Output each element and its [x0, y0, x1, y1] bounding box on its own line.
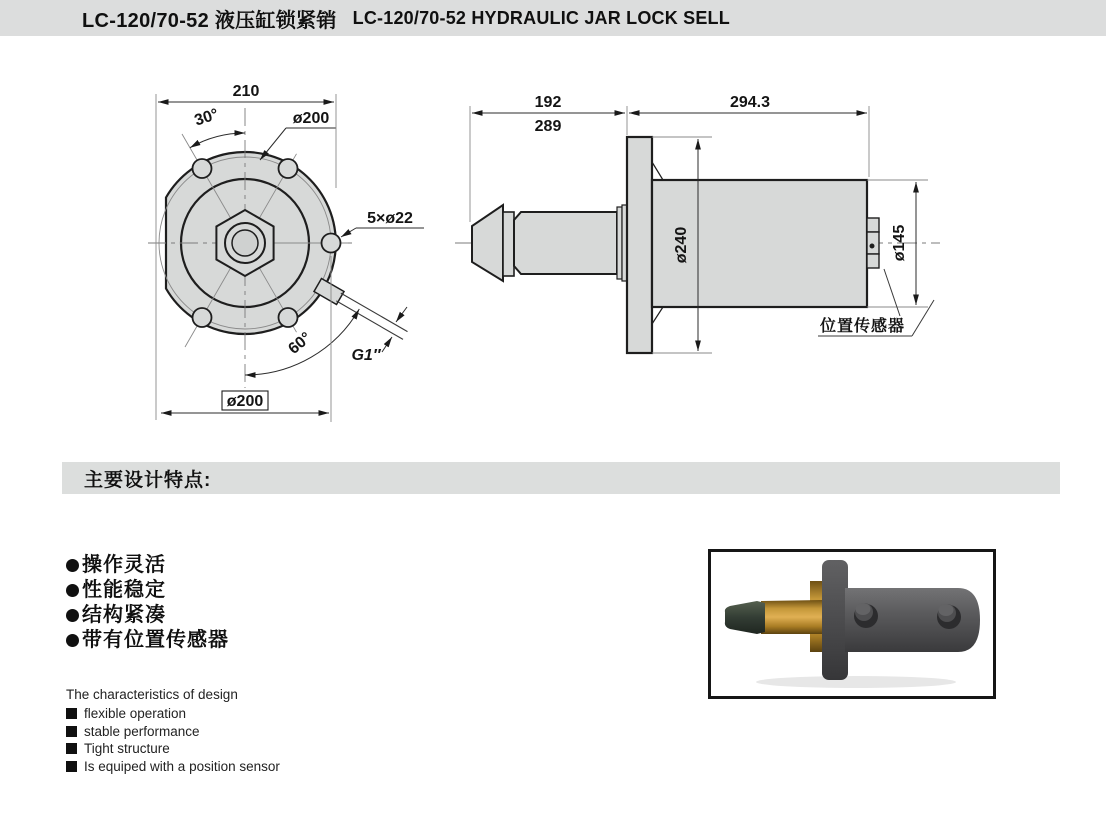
features-heading-en: The characteristics of design: [66, 687, 238, 702]
feature-text: 结构紧凑: [82, 604, 166, 626]
angle-30-label: 30°: [192, 105, 221, 130]
feature-text: 操作灵活: [82, 554, 166, 576]
feature-text-en: Is equiped with a position sensor: [84, 758, 280, 774]
dim-210: 210: [232, 83, 260, 100]
dim-192: 192: [534, 94, 562, 111]
features-section-bar: [62, 462, 1060, 494]
feature-item-en: [66, 705, 280, 723]
g1-port: [314, 279, 408, 352]
feature-item-en: [66, 740, 280, 758]
page-title-bar: [0, 0, 1106, 36]
page-title-english: LC-120/70-52 HYDRAULIC JAR LOCK SELL: [352, 7, 730, 28]
front-view: [148, 83, 424, 422]
dim-dia-240: ø240: [673, 226, 690, 264]
bullet-dot-icon: [66, 609, 79, 622]
side-flange: [627, 137, 652, 353]
feature-item-en: [66, 758, 280, 776]
dim-bolt-circle: ø200: [226, 393, 264, 410]
product-photo-frame: [708, 549, 996, 699]
bullet-square-icon: [66, 708, 77, 719]
dim-289: 289: [534, 118, 562, 135]
lock-pin-tip: [725, 601, 765, 634]
holes-leader: [341, 228, 424, 237]
bolt-circle-label: ø200: [292, 110, 330, 127]
bullet-square-icon: [66, 743, 77, 754]
sensor-label: 位置传感器: [820, 318, 906, 335]
brass-shaft: [761, 600, 823, 634]
photo-shadow: [756, 676, 956, 688]
bullet-dot-icon: [66, 584, 79, 597]
bullet-square-icon: [66, 726, 77, 737]
g1-port-label: G1″: [351, 347, 381, 364]
dim-dia-145: ø145: [891, 224, 908, 262]
feature-text-en: stable performance: [84, 723, 200, 739]
features-heading: 主要设计特点:: [84, 469, 212, 491]
feature-text-en: flexible operation: [84, 706, 187, 721]
feature-item-cn: [66, 603, 229, 628]
feature-text: 带有位置传感器: [82, 629, 229, 651]
feature-text: 性能稳定: [82, 579, 166, 601]
features-list-cn: [66, 553, 229, 653]
product-photo: [711, 552, 993, 696]
photo-flange: [822, 560, 848, 680]
technical-drawing: [0, 60, 1106, 432]
bullet-square-icon: [66, 761, 77, 772]
feature-item-cn: [66, 628, 229, 653]
angle-60-label: 60°: [285, 329, 315, 358]
holes-label: 5×ø22: [367, 210, 413, 227]
bullet-dot-icon: [66, 634, 79, 647]
sensor-block: [867, 218, 879, 268]
features-list-en: [66, 686, 280, 775]
dim-294-3: 294.3: [729, 94, 771, 111]
side-view: [455, 94, 940, 353]
feature-item-cn: [66, 553, 229, 578]
page-title-chinese: LC-120/70-52 液压缸锁紧销: [82, 9, 337, 32]
feature-text-en: Tight structure: [84, 741, 170, 756]
bullet-dot-icon: [66, 559, 79, 572]
feature-item-cn: [66, 578, 229, 603]
feature-item-en: [66, 723, 280, 741]
